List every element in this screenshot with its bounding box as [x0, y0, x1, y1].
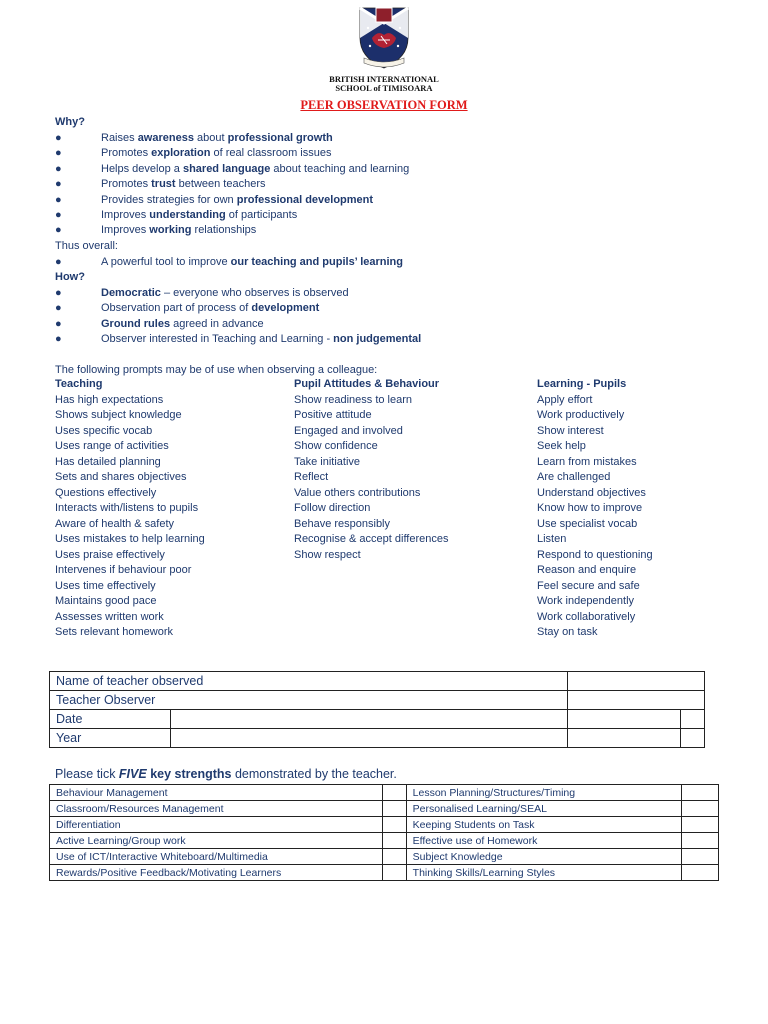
date-label: Date [50, 710, 171, 729]
column-heading: Teaching [55, 378, 103, 390]
year-extra-cell[interactable] [567, 729, 680, 748]
list-item: Provides strategies for own professional development [101, 193, 374, 206]
bullet-icon: ● [55, 209, 62, 221]
strength-label: Rewards/Positive Feedback/Motivating Learners [50, 865, 383, 881]
prompt-column-teaching [55, 377, 205, 641]
how-heading: How? [55, 271, 85, 283]
prompt-item: Respond to questioning [537, 548, 653, 561]
observation-info-table [49, 671, 705, 748]
prompt-item: Show respect [294, 548, 361, 561]
name-label: Name of teacher observed [50, 672, 568, 691]
prompt-item: Uses specific vocab [55, 424, 153, 437]
prompt-item: Value others contributions [294, 486, 421, 499]
date-extra-cell[interactable] [680, 710, 704, 729]
overall-label: Thus overall: [55, 240, 118, 252]
prompt-item: Show interest [537, 424, 604, 437]
prompt-item: Uses praise effectively [55, 548, 165, 561]
prompt-item: Uses range of activities [55, 440, 169, 452]
prompt-item: Intervenes if behaviour poor [55, 564, 192, 576]
prompt-item: Seek help [537, 440, 586, 452]
bullet-icon: ● [55, 178, 62, 191]
prompt-item: Know how to improve [537, 502, 643, 514]
strength-label: Behaviour Management [50, 785, 383, 801]
prompt-item: Sets and shares objectives [55, 471, 187, 483]
strength-label: Subject Knowledge [406, 849, 681, 865]
bullet-icon: ● [55, 132, 62, 144]
bullet-icon: ● [55, 256, 62, 268]
list-item: Observation part of process of development [101, 302, 320, 315]
list-item: Helps develop a shared language about teaching and learning [101, 162, 410, 175]
table-row [50, 710, 705, 729]
strength-label: Use of ICT/Interactive Whiteboard/Multimedia [50, 849, 383, 865]
prompt-item: Assesses written work [55, 610, 164, 623]
bullet-icon: ● [55, 287, 62, 299]
date-input-cell[interactable] [171, 710, 568, 729]
list-item: Improves understanding of participants [101, 209, 298, 221]
table-row [50, 849, 719, 865]
prompt-item: Behave responsibly [294, 517, 391, 530]
list-item: Observer interested in Teaching and Learning - non judgemental [101, 333, 422, 346]
column-heading: Learning - Pupils [537, 378, 627, 390]
strength-tick-box[interactable] [681, 849, 718, 865]
table-row [50, 729, 705, 748]
table-row [50, 672, 705, 691]
form-title: PEER OBSERVATION FORM [300, 98, 468, 112]
prompt-item: Listen [537, 533, 567, 545]
name-input-cell[interactable] [567, 672, 704, 691]
strength-tick-box[interactable] [383, 785, 406, 801]
table-row [50, 817, 719, 833]
prompt-item: Uses time effectively [55, 579, 156, 592]
prompt-item: Positive attitude [294, 409, 372, 421]
prompt-item: Questions effectively [55, 486, 157, 499]
prompt-item: Recognise & accept differences [294, 533, 449, 545]
prompt-item: Has detailed planning [55, 455, 161, 468]
strength-tick-box[interactable] [681, 865, 718, 881]
list-item: Ground rules agreed in advance [101, 317, 264, 330]
prompt-item: Reflect [294, 471, 329, 483]
list-item: Democratic – everyone who observes is observed [101, 287, 349, 299]
prompt-item: Work independently [537, 595, 635, 607]
bullet-icon: ● [55, 147, 62, 160]
why-heading: Why? [55, 116, 85, 128]
prompt-item: Follow direction [294, 502, 371, 514]
prompt-item: Maintains good pace [55, 595, 157, 607]
prompt-item: Take initiative [294, 455, 361, 468]
prompt-item: Apply effort [537, 393, 593, 406]
strength-tick-box[interactable] [681, 785, 718, 801]
prompt-item: Shows subject knowledge [55, 409, 182, 421]
prompt-item: Aware of health & safety [55, 517, 175, 530]
school-name-line2: SCHOOL of TIMISOARA [335, 83, 433, 93]
prompt-item: Work collaboratively [537, 610, 636, 623]
prompts-intro: The following prompts may be of use when observing a colleague: [55, 364, 378, 376]
strength-tick-box[interactable] [383, 817, 406, 833]
bullet-icon: ● [55, 317, 62, 330]
prompt-item: Reason and enquire [537, 564, 637, 576]
prompt-item: Understand objectives [537, 486, 646, 499]
year-extra-cell[interactable] [680, 729, 704, 748]
prompt-item: Engaged and involved [294, 424, 403, 437]
strength-tick-box[interactable] [681, 833, 718, 849]
strength-tick-box[interactable] [383, 849, 406, 865]
prompt-item: Uses mistakes to help learning [55, 533, 205, 545]
observer-input-cell[interactable] [567, 691, 704, 710]
column-heading: Pupil Attitudes & Behaviour [294, 378, 440, 390]
prompt-item: Show readiness to learn [294, 393, 413, 406]
strength-tick-box[interactable] [681, 801, 718, 817]
strength-label: Keeping Students on Task [406, 817, 681, 833]
strength-tick-box[interactable] [383, 833, 406, 849]
prompt-item: Show confidence [294, 440, 378, 452]
strength-label: Thinking Skills/Learning Styles [406, 865, 681, 881]
year-label: Year [50, 729, 171, 748]
strength-tick-box[interactable] [383, 801, 406, 817]
prompt-item: Feel secure and safe [537, 579, 640, 592]
strengths-instruction: Please tick FIVE key strengths demonstrated by the teacher. [55, 767, 397, 781]
strength-label: Active Learning/Group work [50, 833, 383, 849]
bullet-icon: ● [55, 193, 62, 206]
school-crest-logo [348, 2, 420, 72]
prompt-column-learning-pupils [537, 377, 653, 641]
observer-label: Teacher Observer [50, 691, 568, 710]
strength-label: Differentiation [50, 817, 383, 833]
bullet-icon: ● [55, 162, 62, 175]
date-extra-cell[interactable] [567, 710, 680, 729]
bullet-icon: ● [55, 224, 62, 237]
table-row [50, 833, 719, 849]
strength-label: Lesson Planning/Structures/Timing [406, 785, 681, 801]
table-row [50, 865, 719, 881]
list-item: Promotes trust between teachers [101, 178, 266, 191]
prompt-item: Are challenged [537, 471, 611, 483]
strength-label: Classroom/Resources Management [50, 801, 383, 817]
bullet-icon: ● [55, 302, 62, 315]
strength-label: Effective use of Homework [406, 833, 681, 849]
strength-tick-box[interactable] [383, 865, 406, 881]
list-item: Raises awareness about professional growth [101, 132, 333, 144]
prompt-item: Use specialist vocab [537, 517, 638, 530]
school-name-line1: BRITISH INTERNATIONAL [329, 74, 439, 84]
prompt-item: Stay on task [537, 626, 598, 638]
strength-tick-box[interactable] [681, 817, 718, 833]
prompt-item: Learn from mistakes [537, 455, 637, 468]
prompt-item: Sets relevant homework [55, 626, 173, 638]
table-row [50, 785, 719, 801]
prompt-item: Has high expectations [55, 393, 164, 406]
prompt-column-pupil-attitudes [294, 377, 449, 563]
list-item: A powerful tool to improve our teaching and pupils’ learning [101, 256, 403, 268]
prompt-item: Work productively [537, 409, 625, 421]
list-item: Improves working relationships [101, 224, 257, 237]
year-input-cell[interactable] [171, 729, 568, 748]
table-row [50, 691, 705, 710]
table-row [50, 801, 719, 817]
strength-label: Personalised Learning/SEAL [406, 801, 681, 817]
bullet-icon: ● [55, 333, 62, 346]
key-strengths-table [49, 784, 719, 881]
prompt-item: Interacts with/listens to pupils [55, 502, 199, 514]
list-item: Promotes exploration of real classroom issues [101, 147, 332, 160]
